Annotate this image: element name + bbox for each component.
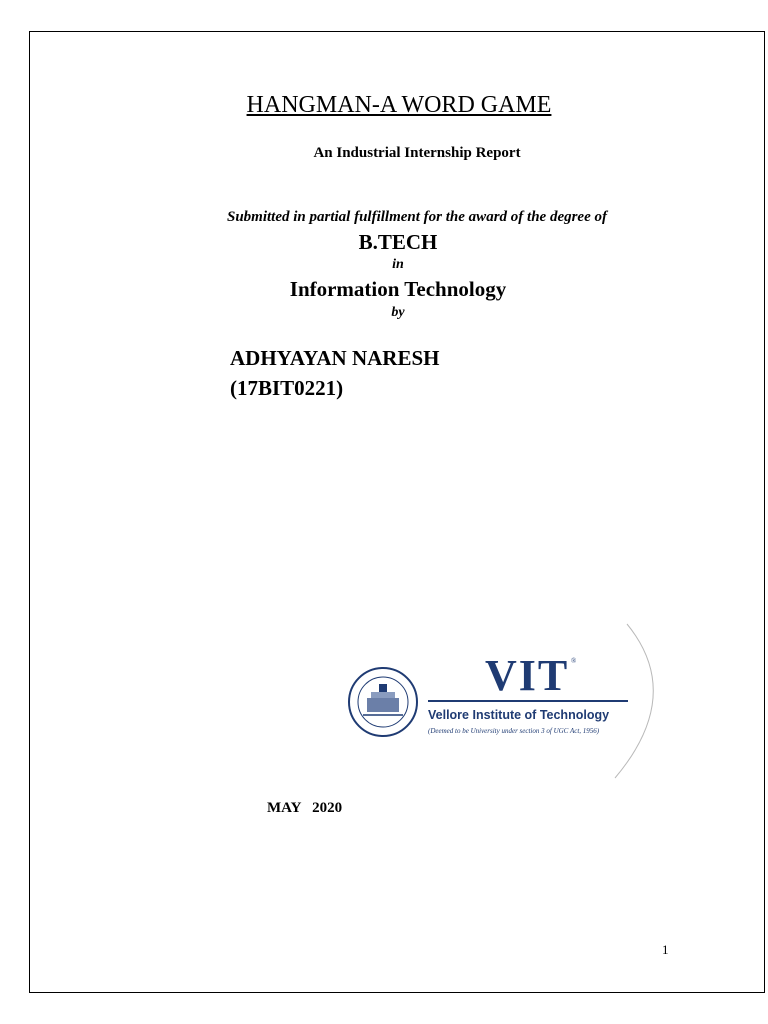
submission-line: Submitted in partial fulfillment for the award of the degree of <box>226 209 607 225</box>
institute-tagline: (Deemed to be University under section 3 of UGC Act, 1956) <box>428 727 600 735</box>
branch-name: Information Technology <box>289 277 507 301</box>
registration-number: (17BIT0221) <box>230 376 344 400</box>
report-title: HANGMAN-A WORD GAME <box>246 92 552 118</box>
by-word: by <box>391 305 405 320</box>
page-border <box>29 31 765 993</box>
page-number: 1 <box>662 942 669 957</box>
report-subtitle: An Industrial Internship Report <box>313 145 521 161</box>
author-name: ADHYAYAN NARESH <box>230 346 440 370</box>
in-word: in <box>392 257 404 272</box>
vit-wordmark: VIT <box>485 651 570 700</box>
registered-mark: ® <box>571 657 577 665</box>
submission-date: MAY 2020 <box>267 800 343 816</box>
degree-name: B.TECH <box>358 230 438 254</box>
institute-name: Vellore Institute of Technology <box>428 708 610 722</box>
